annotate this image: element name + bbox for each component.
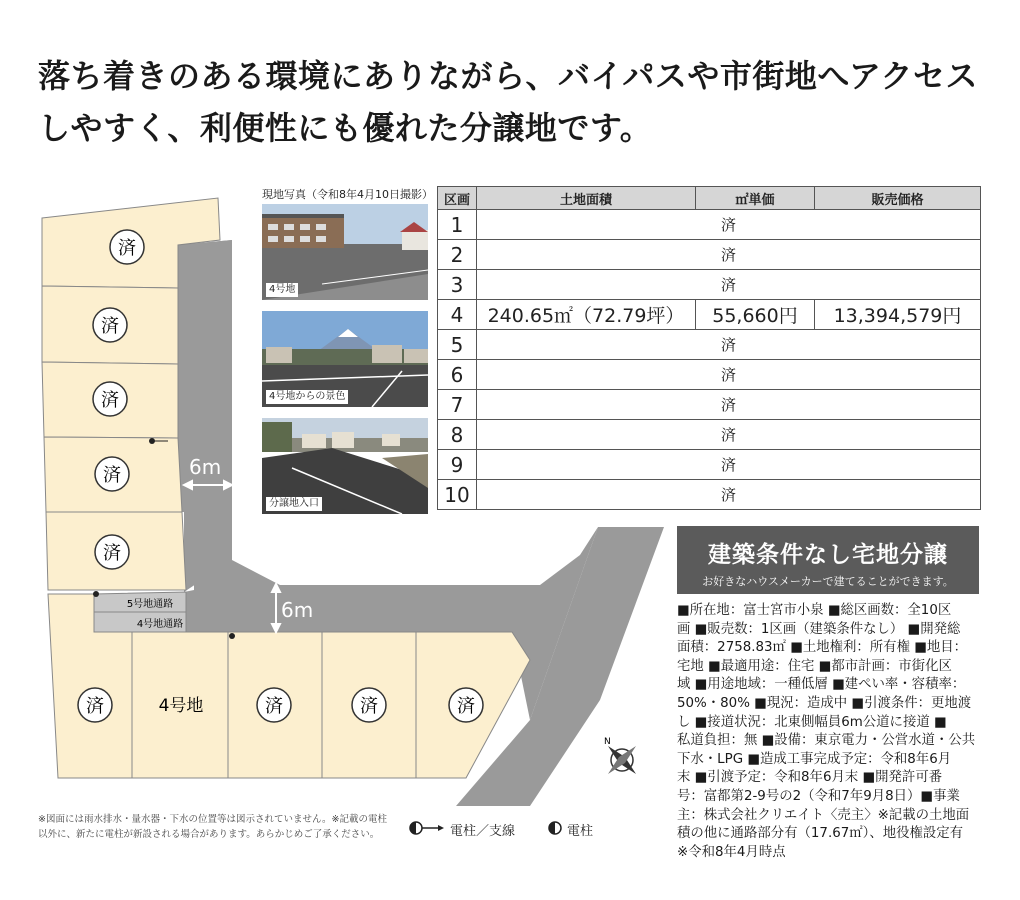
lot-status: 済 [477,390,981,420]
table-row [438,270,981,300]
compass-north-label: N [604,737,611,747]
footnote [38,812,387,842]
sold-mark-lot-2: 済 [101,316,119,337]
lot-number: 4 [438,300,477,330]
table-row [438,360,981,390]
lot-status: 済 [477,360,981,390]
details-line: ※令和8年4月時点 [677,844,786,860]
photo-label-view: 4号地からの景色 [266,390,348,404]
photo-label-lot-4: 4号地 [266,283,298,297]
legend-pole-line [450,820,515,839]
lot-4-label: 4号地 [158,696,204,716]
sold-mark-lot-10: 済 [457,696,475,717]
compass-icon [604,737,636,774]
details-line: 面積：2758.83㎡ ■土地権利：所有権 ■地目： [677,640,968,656]
lot-number: 8 [438,420,477,450]
sold-mark-lot-6: 済 [103,543,121,564]
header-unit-price: ㎡単価 [696,187,815,210]
table-row [438,480,981,510]
property-details [677,602,983,862]
banner-title: 建築条件なし宅地分譲 [708,542,948,568]
lot-number: 1 [438,210,477,240]
details-line: 末 ■引渡予定：令和8年6月末 ■開発許可番 [677,770,943,786]
lot-number: 9 [438,450,477,480]
lot-status: 済 [477,420,981,450]
lot-price: 13,394,579円 [815,300,981,330]
table-row [438,390,981,420]
sold-mark-lot-7: 済 [86,696,104,717]
lot-status: 済 [477,450,981,480]
photo-caption: 現地写真（令和8年4月10日撮影） [262,188,433,201]
header-area: 土地面積 [477,187,696,210]
details-line: 下水・LPG ■造成工事完成予定：令和8年6月 [677,751,952,767]
lot-status: 済 [477,330,981,360]
lot-unit-price: 55,660円 [696,300,815,330]
table-row [438,300,981,330]
price-table-header-row [438,187,981,210]
details-line: 域 ■用途地域：一種低層 ■建ぺい率・容積率： [677,677,966,693]
photo-lot-4 [262,204,428,300]
table-row [438,420,981,450]
details-line: 号：富都第2-9号の2（令和7年9月8日）■事業 [677,788,960,804]
headline-line-2: しやすく、利便性にも優れた分譲地です。 [38,109,653,147]
lot-number: 2 [438,240,477,270]
table-row [438,450,981,480]
details-line: ■所在地：富士宮市小泉 ■総区画数：全10区 [677,603,952,618]
sold-mark-lot-9: 済 [360,696,378,717]
legend-pole [567,820,593,839]
details-line: 宅地 ■最適用途：住宅 ■都市計画：市街化区 [677,658,952,674]
passage-5-label: 5号地通路 [126,599,174,610]
lot-status: 済 [477,270,981,300]
pole-legend-icon [549,822,561,834]
lot-number: 5 [438,330,477,360]
table-row [438,330,981,360]
road-width-label-2: 6m [281,598,314,622]
lot-number: 3 [438,270,477,300]
banner-subtitle: お好きなハウスメーカーで建てることができます。 [702,575,954,588]
details-line: し ■接道状況：北東側幅員6m公道に接道 ■ [677,714,947,730]
table-row [438,210,981,240]
no-build-condition-banner [677,526,979,594]
table-row [438,240,981,270]
lot-number: 6 [438,360,477,390]
lot-number: 10 [438,480,477,510]
footnote-line-2: 以外に、新たに電柱が新設される場合があります。あらかじめご了承ください。 [38,829,380,840]
details-line: 積の他に通路部分有（17.67㎡）、地役権設定有 [677,826,964,842]
sold-mark-lot-8: 済 [265,696,283,717]
legend-pole-line-label: 電柱／支線 [450,824,516,839]
header-lot: 区画 [438,187,477,210]
photo-label-entrance: 分譲地入口 [266,497,322,511]
lot-status: 済 [477,240,981,270]
price-table [437,186,981,510]
sold-mark-lot-5: 済 [103,465,121,486]
details-line: 画 ■販売数：1区画（建築条件なし） ■開発総 [677,621,961,637]
lot-area: 240.65㎡（72.79坪） [477,300,696,330]
sold-mark-lot-1: 済 [118,238,136,259]
lot-status: 済 [477,210,981,240]
photo-view-from-lot-4 [262,311,428,407]
headline-line-1: 落ち着きのある環境にありながら、バイパスや市街地へアクセス [38,57,978,95]
details-line: 50%・80% ■現況：造成中 ■引渡条件：更地渡 [677,695,972,711]
lot-number: 7 [438,390,477,420]
internal-road-left [178,240,232,592]
photo-entrance [262,418,428,514]
pole-line-legend-icon [410,822,444,834]
details-line: 主：株式会社クリエイト〈売主〉※記載の土地面 [677,807,970,823]
passage-4-label: 4号地通路 [136,619,184,630]
footnote-line-1: ※図面には雨水排水・量水器・下水の位置等は図示されていません。※記載の電柱 [38,814,387,825]
legend-pole-label: 電柱 [567,824,594,839]
header-price: 販売価格 [815,187,981,210]
lot-status: 済 [477,480,981,510]
road-width-label-1: 6m [189,455,222,479]
sold-mark-lot-3: 済 [101,390,119,411]
details-line: 私道負担：無 ■設備：東京電力・公営水道・公共 [677,733,976,749]
